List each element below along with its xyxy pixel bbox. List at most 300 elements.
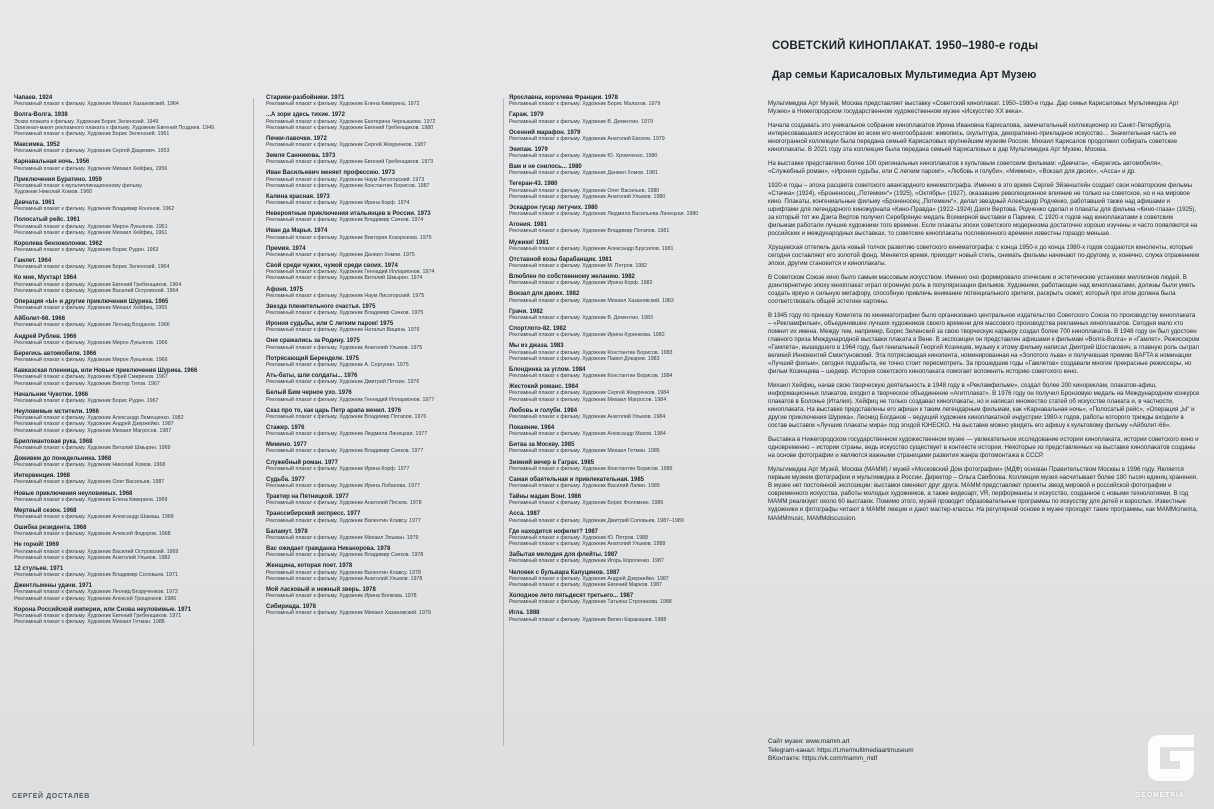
film-entry bbox=[14, 508, 246, 520]
film-title: Берегись автомобиля. 1966 bbox=[14, 350, 97, 357]
poster-description: Рекламный плакат к фильму. Художник Геннадий Илларионов. 1977 bbox=[266, 396, 435, 403]
film-entry bbox=[14, 177, 246, 196]
film-entry bbox=[266, 425, 498, 437]
film-entry bbox=[509, 240, 753, 252]
poster-list-column-3 bbox=[509, 95, 753, 628]
poster-description: Рекламный плакат к фильму. Художник Анатолий Ульмов. 1978 bbox=[266, 575, 423, 582]
film-title: Операция «Ы» и другие приключения Шурика. 1965 bbox=[14, 298, 169, 305]
description-paragraph: Хрущевская оттепель дала новый толчок развитию советского кинематографа: с конца 1950-х до конца 1980-х годов создаются киноленты, которые сегодня составляют его золотой фонд. Меняется время, приходит новый стиль, снимать фильмы начинают по-другому, и, конечно, служа отражением эпохи, другим становится и киноплакаты. bbox=[768, 243, 1200, 267]
film-title: Влюблен по собственному желанию. 1982 bbox=[509, 274, 635, 281]
description-paragraph: В Советском Союзе кино было самым массовым искусством. Именно оно формировало этические и эстетические установки миллионов людей. В доинтернетную эпоху киноплакат играл огромную роль в популяризации фильмов. Художники, работающие над киноплакатами, должны были уметь создать яркую и сильную метафору, способную привлечь внимание потенциального зрителя, раскрыть сюжет, который при этом должна была соответствовать общей эстетике картины. bbox=[768, 273, 1196, 305]
film-entry bbox=[266, 338, 498, 350]
film-title: Иван Васильевич меняет профессию. 1973 bbox=[266, 170, 395, 177]
film-title: 12 стульев. 1971 bbox=[14, 565, 64, 572]
film-entry bbox=[14, 525, 246, 537]
poster-description: Рекламный плакат к фильму. Художник Ирина Корф. 1982 bbox=[509, 280, 653, 287]
film-title: Приключения Буратино. 1959 bbox=[14, 176, 102, 183]
film-title: Начальник Чукотки. 1966 bbox=[14, 391, 89, 398]
poster-description: Рекламный плакат к фильму. Художник Анатолий Ульмов. 1975 bbox=[266, 344, 423, 351]
film-entry bbox=[509, 384, 753, 403]
poster-description: Рекламный плакат к фильму. Художник Андрей Дзержейко. 1987 bbox=[509, 575, 669, 582]
poster-description: Рекламный плакат к фильму. Художник Андрей Дзержейко. 1987 bbox=[14, 421, 174, 428]
poster-description: Рекламный плакат к фильму. Художник Ирина Куринкова. 1982 bbox=[509, 332, 665, 339]
film-title: Звезда пленительного счастья. 1975 bbox=[266, 303, 376, 310]
description-paragraph: 1920-е годы – эпоха расцвета советского авангардного кинематографа. Именно в это время Сергей Эйзенштейн создает свои новаторские фильмы «Стачка» (1924), «Броненосец „Потемкин“» (1925), «Октябрь» (1927), оказавшие революционное влияние не только на советское, но и на мировое кино. Плакаты, конгениальные фильму «Броненосец „Потемкин“», делал звездный Александр Родченко, работавший также над афишами и шрифтами для легендарного киножурнала «Кино-Правда» (1922–1924) Дзиги Вертова. Родченко сделал и плакаты для фильма «Кино-глаза» (1925), за который тот же Дзига Вертов получил Серебряную медаль Всемирной выставки в Париже. С 1920-х годов над киноплакатами к советским фильмам работали лучшие художники того времени. Если плакаты эпохи советского модернизма достаточно хорошо изучены и часто появляются на российских и международных выставках, то советские киноплакаты послевоенного времени известны гораздо меньше. bbox=[768, 181, 1198, 238]
poster-description: Рекламный плакат к фильму. Художник Евгений Гребенщиков. 1980 bbox=[266, 124, 434, 131]
poster-description: Рекламный плакат к фильму. Художник Игорь Короленко. 1987 bbox=[509, 558, 664, 565]
poster-description: Рекламный плакат к фильму. Художник Мирон Лукьянов. 1966 bbox=[14, 357, 168, 364]
film-entry bbox=[14, 142, 246, 154]
poster-description: Рекламный плакат к фильму. Художник Василий Островский. 1969 bbox=[14, 548, 179, 555]
poster-description: Рекламный плакат к фильму. Художник Виктор Титов. 1967 bbox=[14, 380, 160, 387]
film-title: Гараж. 1979 bbox=[509, 112, 544, 119]
film-entry bbox=[266, 136, 498, 148]
poster-description: Художник Николай Хомов. 1960 bbox=[14, 189, 93, 195]
film-title: Где находится нофелет? 1987 bbox=[509, 528, 598, 535]
film-entry bbox=[14, 542, 246, 561]
film-entry bbox=[509, 181, 753, 200]
film-entry bbox=[14, 275, 246, 294]
poster-description: Рекламный плакат к фильму. Художник Борис Фоломкин. 1986 bbox=[509, 500, 664, 507]
poster-description: Рекламный плакат к фильму. Художник Дмитрий Соловьев. 1987–1989 bbox=[509, 517, 684, 524]
poster-description: Рекламный плакат к фильму. Художник Анатолий Ульмов. 1980 bbox=[509, 193, 666, 200]
film-entry bbox=[14, 316, 246, 328]
film-title: Забытая мелодия для флейты. 1987 bbox=[509, 552, 618, 559]
film-title: Афоня. 1975 bbox=[266, 286, 303, 293]
film-entry bbox=[14, 112, 246, 137]
film-title: Девчата. 1961 bbox=[14, 200, 55, 207]
poster-description: Рекламный плакат к фильму. Художник Виктория Козорезова. 1975 bbox=[266, 234, 432, 241]
poster-description: Рекламный плакат к фильму. Художник Владимир Сачков. 1977 bbox=[266, 448, 424, 455]
description-paragraph: На выставке представлено более 100 оригинальных киноплакатов к культовым советским фильмам: «Девчата», «Берегись автомобиля», «Служебный роман», «Ирония судьбы, или С легким паром!», «Любовь и голуби», «Мимино», «Вокзал для двоих», «Асса» и др. bbox=[768, 159, 1163, 175]
poster-description: Рекламный плакат к фильму. Художник А. Сергунин. 1975 bbox=[266, 361, 409, 368]
film-title: Интервенция. 1968 bbox=[14, 473, 71, 480]
poster-description: Рекламный плакат к фильму. Художник Александр Махов. 1984 bbox=[509, 431, 666, 438]
poster-description: Рекламный плакат к фильму. Художник Василий Островский. 1964 bbox=[14, 287, 179, 294]
exhibition-title: СОВЕТСКИЙ КИНОПЛАКАТ. 1950–1980-е годы bbox=[772, 40, 1039, 52]
poster-description: Рекламный плакат к фильму. Художник Наум Лисогорский. 1975 bbox=[266, 292, 425, 299]
film-title: Спортлото-82. 1982 bbox=[509, 326, 567, 333]
film-title: Корона Российской империи, или Снова неуловимые. 1971 bbox=[14, 606, 192, 613]
film-entry bbox=[14, 159, 246, 171]
poster-description: Рекламный плакат к фильму. Художник В. Дементин. 1983 bbox=[509, 314, 653, 321]
poster-description: Рекламный плакат к фильму. Художник Николай Хомов. 1968 bbox=[14, 462, 166, 469]
film-entry bbox=[266, 511, 498, 523]
exhibition-description bbox=[768, 100, 1200, 528]
poster-description: Рекламный плакат к фильму. Художник Михаил Гетман. 1986 bbox=[14, 619, 165, 626]
film-title: Жестокий романс. 1984 bbox=[509, 384, 579, 391]
film-entry bbox=[509, 309, 753, 321]
film-entry bbox=[266, 587, 498, 599]
film-entry bbox=[509, 95, 753, 107]
film-entry bbox=[509, 529, 753, 548]
film-entry bbox=[509, 326, 753, 338]
film-entry bbox=[14, 351, 246, 363]
film-entry bbox=[509, 257, 753, 269]
poster-description: Рекламный плакат к фильму. Художник Сергей Жмуренков. 1987 bbox=[266, 142, 427, 148]
poster-description: Рекламный плакат к фильму. Художник Владимир Потапов. 1976 bbox=[266, 413, 427, 420]
film-entry bbox=[14, 241, 246, 253]
poster-description: Рекламный плакат к фильму. Художник Владимир Сачков. 1974 bbox=[266, 217, 424, 224]
poster-description: Рекламный плакат к фильму. Художник Дмитрий Пяткин. 1976 bbox=[266, 379, 420, 386]
film-entry bbox=[509, 130, 753, 142]
description-paragraph: Начала создавать это уникальное собрание киноплакатов Ирина Ивановна Карисалова, замечательный коллекционер из Санкт-Петербурга, интересовавшаяся искусством во всем его многообразии: живопись, скульптура, декоративно-прикладное искусство… Значительная часть ее многогранной коллекции была передана семьей Карисаловых крупнейшим музеям России. Михаил Карисалов продолжил собирать советские киноплакаты. В 2021 году эта коллекция была передана семьей Карисаловых в дар Мультимедиа Арт Музею, Москва. bbox=[768, 121, 1178, 154]
film-title: Сказ про то, как царь Петр арапа женил. 1976 bbox=[266, 407, 402, 414]
film-title: Баламут. 1978 bbox=[266, 528, 308, 535]
poster-description: Рекламный плакат к фильму. Художник Елена Киверина. 1972 bbox=[266, 101, 420, 108]
film-title: Мой ласковый и нежный зверь. 1978 bbox=[266, 586, 376, 593]
film-entry bbox=[266, 390, 498, 402]
film-title: Новые приключения неуловимых. 1968 bbox=[14, 490, 133, 497]
film-title: Кавказская пленница, или Новые приключения Шурика. 1966 bbox=[14, 368, 198, 375]
poster-description: Рекламный плакат к фильму. Художник Константин Борисов. 1985 bbox=[509, 465, 673, 472]
film-entry bbox=[509, 511, 753, 523]
film-title: Самая обаятельная и привлекательная. 1985 bbox=[509, 476, 644, 483]
film-title: Служебный роман. 1977 bbox=[266, 459, 338, 466]
poster-description: Рекламный плакат к фильму. Художник Владимир Кононов. 1962 bbox=[14, 206, 175, 213]
film-entry bbox=[266, 194, 498, 206]
poster-description: Рекламный плакат к фильму. Художник Михаил Хазановский. 1979 bbox=[266, 610, 431, 617]
poster-description: Рекламный плакат к фильму. Художник Михаил Гетман. 1985 bbox=[509, 448, 660, 455]
film-title: Женщина, которая поет. 1978 bbox=[266, 563, 353, 570]
poster-description: Рекламный плакат к фильму. Художник Александр Брусилов. 1981 bbox=[509, 245, 674, 252]
film-entry bbox=[266, 321, 498, 333]
poster-description: Рекламный плакат к фильму. Художник Геннадий Илларионов. 1974 bbox=[266, 269, 435, 276]
film-title: Осенний марафон. 1979 bbox=[509, 129, 581, 136]
poster-description: Рекламный плакат к фильму. Художник В. Дементин. 1979 bbox=[509, 118, 653, 125]
film-title: Доживем до понедельника. 1968 bbox=[14, 455, 112, 462]
poster-description: Рекламный плакат к фильму. Художник Борис Зеленский. 1961 bbox=[14, 130, 170, 137]
poster-description: Рекламный плакат к фильму. Художник Михаил Хейфиц. 1956 bbox=[14, 165, 168, 172]
film-title: Премия. 1974 bbox=[266, 245, 306, 252]
film-title: Иван да Марья. 1974 bbox=[266, 228, 328, 235]
poster-description: Рекламный плакат к фильму. Художник Валентин Клавсу. 1977 bbox=[266, 517, 421, 524]
film-title: Не горюй! 1969 bbox=[14, 542, 59, 549]
film-entry bbox=[14, 566, 246, 578]
description-paragraph: Выставка в Нижегородском государственном художественном музее — увлекательное исследование истории киноплаката, истории советского кино и одновременно – истории страны, ведь искусство существует в контексте истории. Некоторые из представленных на выставке киноплакатов созданы на основе фотографии и являются важными страницами развития жанра фотомонтажа в СССР. bbox=[768, 436, 1199, 460]
film-title: Свой среди чужих, чужой среди своих. 1974 bbox=[266, 263, 398, 270]
poster-description: Рекламный плакат к фильму. Художник Михаил Эльман. 1979 bbox=[266, 534, 419, 541]
museum-telegram: Telegram-канал: https://t.me/multimediaartmuseum bbox=[768, 746, 914, 754]
poster-description: Рекламный плакат к фильму. Художник Даниил Хомов. 1975 bbox=[266, 251, 415, 258]
poster-description: Рекламный плакат к фильму. Художник Ирина Лобанова. 1977 bbox=[266, 483, 420, 490]
film-entry bbox=[509, 477, 753, 489]
film-entry bbox=[266, 604, 498, 616]
poster-description: Рекламный плакат к фильму. Художник Елена Киверина. 1969 bbox=[14, 496, 168, 503]
poster-description: Рекламный плакат к фильму. Художник Михаил Хазановский. 1983 bbox=[509, 297, 674, 304]
poster-description: Рекламный плакат к фильму. Художник Даниил Хомов. 1981 bbox=[509, 170, 658, 177]
poster-description: Рекламный плакат к мультипликационному фильму. bbox=[14, 182, 143, 189]
poster-description: Рекламный плакат к фильму. Художник Алексей Федоров. 1968 bbox=[14, 531, 171, 538]
film-title: ...А зори здесь тихие. 1972 bbox=[266, 112, 345, 119]
museum-website: Сайт музея: www.mamm.art bbox=[768, 738, 850, 745]
description-paragraph: Мультимедиа Арт Музей, Москва (МАММ) / музей «Московский Дом фотографии» (МДФ) основан Правительством Москвы в 1996 году. Является первым музеем фотографии и мультимедиа в России. Директор – Ольга Свиблова. Коллекция музея насчитывает более 180 тысяч единиц хранения. В музее нет постоянной экспозиции: выставки сменяют друг друга. МАММ представляет проекты звезд мировой и российской фотографии и современного искусства, работы молодых художников, а также видеоарт, VR, перформансы и искусство, созданное с новыми технологиями. В год МАММ реализует около 60 выставок. Помимо этого, музей проводит образовательные программы по искусству для детей и взрослых. Известные художники и фотографы читают в МАММ лекции и дают мастер-классы. На регулярной основе в музее проходят такие программы, как MAMMcinema, MAMMmusic, MAMMdiscussion. bbox=[768, 466, 1198, 522]
poster-description: Рекламный плакат к фильму. Художник Константин Борисов. 1984 bbox=[509, 373, 673, 380]
film-title: Андрей Рублев. 1966 bbox=[14, 333, 77, 340]
film-title: Тегеран-43. 1980 bbox=[509, 181, 558, 188]
poster-description: Рекламный плакат к фильму. Художник Сергей Дацкевич. 1953 bbox=[14, 148, 170, 155]
film-title: Айболит-66. 1966 bbox=[14, 316, 66, 323]
film-title: Гамлет. 1964 bbox=[14, 258, 52, 265]
poster-description: Рекламный плакат к фильму. Художник Ирина Корф. 1977 bbox=[266, 465, 410, 472]
film-entry bbox=[509, 460, 753, 472]
film-title: Покаяние. 1984 bbox=[509, 424, 555, 431]
film-entry bbox=[266, 442, 498, 454]
film-entry bbox=[266, 460, 498, 472]
film-entry bbox=[266, 546, 498, 558]
film-entry bbox=[266, 112, 498, 131]
film-entry bbox=[266, 563, 498, 582]
film-title: Калина красная. 1973 bbox=[266, 193, 330, 200]
film-entry bbox=[509, 112, 753, 124]
poster-description: Рекламный плакат к фильму. Художник Анатолий Песков. 1978 bbox=[266, 500, 422, 507]
poster-description: Рекламный плакат к фильму. Художник Борис Малахов. 1979 bbox=[509, 101, 661, 108]
poster-description: Рекламный плакат к фильму. Художник Олег Васильев. 1980 bbox=[509, 187, 660, 194]
film-title: Тайны мадам Вонг. 1986 bbox=[509, 494, 582, 501]
poster-description: Рекламный плакат к фильму. Художник Олег Васильев. 1987 bbox=[14, 479, 165, 486]
film-title: Судьба. 1977 bbox=[266, 476, 305, 483]
film-entry bbox=[266, 477, 498, 489]
film-title: Любовь и голуби. 1984 bbox=[509, 407, 578, 414]
poster-description: Рекламный плакат к фильму. Художник Михаил Магросов. 1987 bbox=[14, 427, 172, 434]
poster-description: Рекламный плакат к фильму. Художник Михаил Хазановский. 1964 bbox=[14, 101, 179, 108]
poster-description: Рекламный плакат к фильму. Художник Анатолий Ульмов. 1984 bbox=[509, 413, 666, 420]
poster-description: Рекламный плакат к фильму. Художник Алексей Трощенков. 1986 bbox=[14, 595, 177, 602]
film-title: Транссибирский экспресс. 1977 bbox=[266, 511, 361, 518]
film-entry bbox=[509, 291, 753, 303]
poster-description: Рекламный плакат к фильму. Художник Людмила Линецкая. 1977 bbox=[266, 431, 428, 438]
poster-description: Рекламный плакат к фильму. Художник Ирина Корф. 1974 bbox=[266, 200, 410, 207]
film-entry bbox=[14, 409, 246, 434]
film-entry bbox=[266, 494, 498, 506]
poster-description: Рекламный плакат к фильму. Художник Виталий Шмырин. 1969 bbox=[14, 444, 171, 451]
film-entry bbox=[509, 205, 753, 217]
film-entry bbox=[266, 373, 498, 385]
film-title: Мы из джаза. 1983 bbox=[509, 343, 564, 350]
film-title: Вас ожидает гражданка Никанорова. 1978 bbox=[266, 546, 391, 553]
poster-description: Рекламный плакат к фильму. Художник Павел Докарев. 1983 bbox=[509, 355, 660, 362]
film-entry bbox=[509, 367, 753, 379]
poster-list-column-1 bbox=[14, 95, 246, 630]
description-paragraph: В 1945 году по приказу Комитета по кинематографии было организовано центральное издательство Советского Союза по производству киноплаката – «Рекламфильм», объединившее лучших художников своего времени для массового производства рекламных киноплакатов. Сегодня мало кто помнит их имена. Между тем, например, Борис Зеленский за свою творческую карьеру создал более 700 киноплакатов. В 1948 году он был удостоен главного приза Международной выставки плаката в Вене. В экспозиции он представлен афишами к фильмам «Волга-Волга» и «Гамлет». Режиссером «Гамлета», вышедшего в 1964 году, был гениальный Георгий Козинцев, музыку к этому фильму написал Дмитрий Шостакович, а главную роль сыграл великий Иннокентий Смоктуновский. Эта потрясающая кинолента, номинированная на «Золотого льва» и получившая премию BAFTA в номинации «Лучший фильм», сегодня подзабыта, ее точно стоит пересмотреть. За прошедшие годы «Гамлетов» создавали многие прекрасные режиссеры, но фильм Козинцева – шедевр. История советского киноплаката помогает вспомнить историю советского кино. bbox=[768, 311, 1200, 376]
film-entry bbox=[266, 356, 498, 368]
film-title: Блондинка за углом. 1984 bbox=[509, 366, 586, 373]
poster-description: Рекламный плакат к фильму. Художник Анатолий Ульмов. 1982 bbox=[14, 554, 171, 561]
poster-description: Рекламный плакат к фильму. Художник Евгений Гребенщиков. 1964 bbox=[14, 281, 182, 288]
film-title: Земля Санникова. 1973 bbox=[266, 153, 336, 160]
film-entry bbox=[14, 368, 246, 387]
film-entry bbox=[509, 222, 753, 234]
film-entry bbox=[509, 343, 753, 362]
poster-description: Рекламный плакат к фильму. Художник Михаил Магросов. 1984 bbox=[509, 396, 667, 403]
film-entry bbox=[266, 228, 498, 240]
film-entry bbox=[14, 334, 246, 346]
film-entry bbox=[509, 610, 753, 622]
poster-description: Рекламный плакат к фильму. Художник Евгений Марков. 1987 bbox=[509, 581, 662, 588]
film-title: Полосатый рейс. 1961 bbox=[14, 217, 81, 224]
museum-contacts bbox=[768, 738, 1068, 764]
poster-description: Рекламный плакат к фильму. Художник Ю. Петров. 1988 bbox=[509, 534, 649, 541]
film-title: Асса. 1987 bbox=[509, 511, 541, 518]
film-title: Чапаев. 1924 bbox=[14, 95, 53, 101]
film-entry bbox=[509, 147, 753, 159]
film-entry bbox=[14, 95, 246, 107]
poster-description: Эскиз плаката к фильму. Художник Борис Зеленский. 1949 bbox=[14, 118, 159, 125]
poster-description: Рекламный плакат к фильму. Художник Людмила Васильева Линецкая. 1980 bbox=[509, 211, 699, 218]
film-title: Печки-лавочки. 1972 bbox=[266, 135, 327, 142]
poster-description: Рекламный плакат к фильму. Художник Борис Рудин. 1967 bbox=[14, 397, 159, 404]
film-title: Волга-Волга. 1938 bbox=[14, 112, 68, 119]
exhibition-subtitle: Дар семьи Карисаловых Мультимедиа Арт Музею bbox=[772, 69, 1037, 81]
film-title: Бриллиантовая рука. 1968 bbox=[14, 438, 93, 445]
film-entry bbox=[14, 583, 246, 602]
geometria-logo-text: GEOMETRIA bbox=[1135, 792, 1185, 799]
film-title: Битва за Москву. 1985 bbox=[509, 442, 575, 449]
film-title: Сибириада. 1978 bbox=[266, 604, 316, 611]
poster-description: Рекламный плакат к фильму. Художник Ю. Хромченко. 1980 bbox=[509, 153, 658, 160]
film-entry bbox=[509, 164, 753, 176]
film-title: Вам и не снилось... 1980 bbox=[509, 164, 582, 171]
film-entry bbox=[266, 408, 498, 420]
film-entry bbox=[266, 263, 498, 282]
poster-description: Рекламный плакат к фильму. Художник Мирон Лукьянов. 1961 bbox=[14, 223, 168, 230]
poster-description: Рекламный плакат к фильму. Художник Владимир Сачков. 1978 bbox=[266, 552, 424, 559]
film-title: Потрясающий Беренделе. 1975 bbox=[266, 355, 360, 362]
poster-description: Рекламный плакат к фильму. Художник Владимир Потапов. 1981 bbox=[509, 228, 670, 235]
poster-description: Рекламный плакат к фильму. Художник Ирина Волкова. 1978 bbox=[266, 593, 417, 600]
poster-description: Рекламный плакат к фильму. Художник Евгений Гребенщиков. 1973 bbox=[266, 159, 434, 166]
poster-description: Рекламный плакат к фильму. Художник Екатерина Чернышева. 1972 bbox=[266, 118, 436, 125]
poster-description: Рекламный плакат к фильму. Художник Виталий Шмырин. 1974 bbox=[266, 275, 423, 282]
poster-description: Рекламный плакат к фильму. Художник Леонид Богданов. 1966 bbox=[14, 322, 170, 329]
poster-description: Рекламный плакат к фильму. Художник Борис Рудин. 1963 bbox=[14, 247, 159, 254]
film-title: Грачи. 1982 bbox=[509, 308, 543, 315]
museum-vk: ВКонтакте: https://vk.com/mamm_mdf bbox=[768, 755, 878, 763]
film-title: Старики-разбойники. 1971 bbox=[266, 95, 345, 101]
film-title: Игла. 1988 bbox=[509, 610, 540, 617]
poster-description: Оригинал-макет рекламного плаката к фильму. Художник Евгений Позднев. 1949. bbox=[14, 124, 216, 131]
film-title: Агония. 1981 bbox=[509, 222, 547, 229]
poster-description: Рекламный плакат к фильму. Художник Александр Шамаш. 1968 bbox=[14, 514, 174, 521]
film-title: Холодное лето пятьдесят третьего... 1987 bbox=[509, 593, 634, 600]
geometria-logo-icon bbox=[1140, 727, 1202, 789]
film-title: Экипаж. 1979 bbox=[509, 146, 548, 153]
poster-description: Рекламный плакат к фильму. Художник Анатолий Ульмов. 1988 bbox=[509, 541, 666, 548]
film-title: Стажер. 1976 bbox=[266, 424, 305, 431]
photo-credit: СЕРГЕЙ ДОСТАЛЕВ bbox=[12, 793, 90, 800]
film-title: Ярославна, королева Франции. 1978 bbox=[509, 95, 618, 101]
description-paragraph: Мультимедиа Арт Музей, Москва представляет выставку «Советский киноплакат. 1950–1980-е годы. Дар семьи Карисаловых Мультимедиа Арт Музею» в Нижегородском государственном художественном музее «Искусство XX века». bbox=[768, 100, 1179, 116]
poster-description: Рекламный плакат к фильму. Художник М. Петров. 1982 bbox=[509, 263, 648, 270]
poster-list-column-2 bbox=[266, 95, 498, 621]
film-entry bbox=[14, 491, 246, 503]
film-entry bbox=[266, 170, 498, 189]
film-title: Ко мне, Мухтар! 1964 bbox=[14, 275, 77, 282]
film-entry bbox=[14, 456, 246, 468]
column-divider bbox=[253, 98, 254, 746]
poster-description: Рекламный плакат к фильму. Художник Наум Лисогорский. 1973 bbox=[266, 176, 425, 183]
column-divider bbox=[503, 98, 504, 746]
film-entry bbox=[14, 607, 246, 626]
film-entry bbox=[509, 442, 753, 454]
film-title: Карнавальная ночь. 1956 bbox=[14, 159, 90, 166]
film-title: Джентльмены удачи. 1971 bbox=[14, 583, 92, 590]
poster-description: Рекламный плакат к фильму. Художник Валентин Клавсу. 1978 bbox=[266, 569, 421, 576]
poster-description: Рекламный плакат к фильму. Художник Леонид Безрученков. 1972 bbox=[14, 589, 178, 596]
poster-description: Рекламный плакат к фильму. Художник Борис Зеленский. 1964 bbox=[14, 264, 170, 271]
poster-description: Рекламный плакат к фильму. Художник Михаил Хейфиц. 1961 bbox=[14, 229, 168, 236]
film-title: Неуловимые мстители. 1966 bbox=[14, 408, 99, 415]
film-entry bbox=[509, 552, 753, 564]
film-entry bbox=[14, 473, 246, 485]
film-entry bbox=[266, 304, 498, 316]
film-title: Трактир на Пятницкой. 1977 bbox=[266, 494, 349, 501]
film-entry bbox=[266, 529, 498, 541]
film-entry bbox=[266, 153, 498, 165]
film-entry bbox=[509, 274, 753, 286]
film-title: Ать-баты, шли солдаты... 1976 bbox=[266, 373, 358, 380]
film-title: Невероятные приключения итальянцев в России. 1973 bbox=[266, 211, 431, 218]
film-entry bbox=[14, 258, 246, 270]
film-entry bbox=[266, 95, 498, 107]
film-title: Мертвый сезон. 1968 bbox=[14, 507, 77, 514]
film-entry bbox=[266, 246, 498, 258]
film-entry bbox=[509, 494, 753, 506]
film-title: Белый Бим черное ухо. 1976 bbox=[266, 390, 352, 397]
film-entry bbox=[509, 570, 753, 589]
poster-description: Рекламный плакат к фильму. Художник Татьяна Строганова. 1988 bbox=[509, 599, 672, 606]
poster-description: Рекламный плакат к фильму. Художник Михаил Хейфиц. 1965 bbox=[14, 305, 168, 312]
film-entry bbox=[14, 200, 246, 212]
poster-description: Рекламный плакат к фильму. Художник Вилен Каракашев. 1988 bbox=[509, 616, 667, 623]
film-entry bbox=[14, 299, 246, 311]
poster-description: Рекламный плакат к фильму. Художник Мирон Лукьянов. 1966 bbox=[14, 339, 168, 346]
film-entry bbox=[14, 217, 246, 236]
film-entry bbox=[509, 593, 753, 605]
poster-description: Рекламный плакат к фильму. Художник Евгений Гребенщиков. 1971 bbox=[14, 612, 182, 619]
film-title: Зимний вечер в Гаграх. 1985 bbox=[509, 459, 595, 466]
film-entry bbox=[266, 211, 498, 223]
poster-description: Рекламный плакат к фильму. Художник Владимир Соловьев. 1971 bbox=[14, 572, 178, 579]
film-title: Максимка. 1952 bbox=[14, 142, 60, 148]
poster-description: Рекламный плакат к фильму. Художник Константин Борисов. 1987 bbox=[266, 182, 430, 189]
poster-description: Рекламный плакат к фильму. Художник Константин Борисов. 1983 bbox=[509, 349, 673, 356]
film-entry bbox=[509, 425, 753, 437]
film-entry bbox=[14, 392, 246, 404]
film-entry bbox=[509, 408, 753, 420]
poster-description: Рекламный плакат к фильму. Художник Наталья Вицина. 1976 bbox=[266, 327, 420, 334]
film-title: Мимино. 1977 bbox=[266, 442, 307, 449]
poster-description: Рекламный плакат к фильму. Художник Юрий Смиренов. 1967 bbox=[14, 374, 168, 381]
description-paragraph: Михаил Хейфиц, начав свою творческую деятельность в 1948 году в «Рекламфильме», создал более 200 кинореклам, плакатов-афиш, информационных плакатов, входил в творческое объединение «Агитплакат». В 1976 году он получил Бронзовую медаль на Международном конкурсе плакатов в Болонье (Италия). Хейфиц не только создавал киноплакаты, но и написал множество статей об искусстве плаката и, в частности, киноплаката. На выставке представлены его афиши к таким легендарным фильмам, как «Карнавальная ночь», «Полосатый рейс», «Операция „Ы“ и другие приключения Шурика». Леонид Богданов – ведущий художник киноплакатной индустрии 1980-х годов, работы которого трижды входили в состав выставок «Лучшие плакаты мира» под эгидой ЮНЕСКО. На выставке можно увидеть его афишу к культовому фильму «Айболит-66». bbox=[768, 381, 1200, 430]
film-title: Вокзал для двоих. 1982 bbox=[509, 291, 580, 298]
film-title: Эскадрон гусар летучих. 1980 bbox=[509, 204, 598, 211]
poster-description: Рекламный плакат к фильму. Художник Сергей Жмуренков. 1984 bbox=[509, 390, 670, 397]
poster-description: Рекламный плакат к фильму. Художник Владимир Сачков. 1975 bbox=[266, 310, 424, 317]
film-title: Ирония судьбы, или С легким паром! 1975 bbox=[266, 321, 394, 328]
film-entry bbox=[14, 439, 246, 451]
film-title: Они сражались за Родину. 1975 bbox=[266, 338, 360, 345]
film-title: Ошибка резидента. 1968 bbox=[14, 525, 87, 532]
film-title: Отставной козы барабанщик. 1981 bbox=[509, 256, 612, 263]
film-title: Королева бензоколонки. 1962 bbox=[14, 240, 103, 247]
poster-description: Рекламный плакат к фильму. Художник Василий Лапин. 1985 bbox=[509, 483, 660, 490]
poster-description: Рекламный плакат к фильму. Художник Анатолий Евсеев. 1979 bbox=[509, 135, 665, 142]
film-entry bbox=[266, 287, 498, 299]
film-title: Человек с бульвара Капуцинов. 1987 bbox=[509, 569, 620, 576]
poster-description: Рекламный плакат к фильму. Художник Александр Лемещенко. 1982 bbox=[14, 415, 184, 422]
film-title: Мужики! 1981 bbox=[509, 239, 550, 246]
